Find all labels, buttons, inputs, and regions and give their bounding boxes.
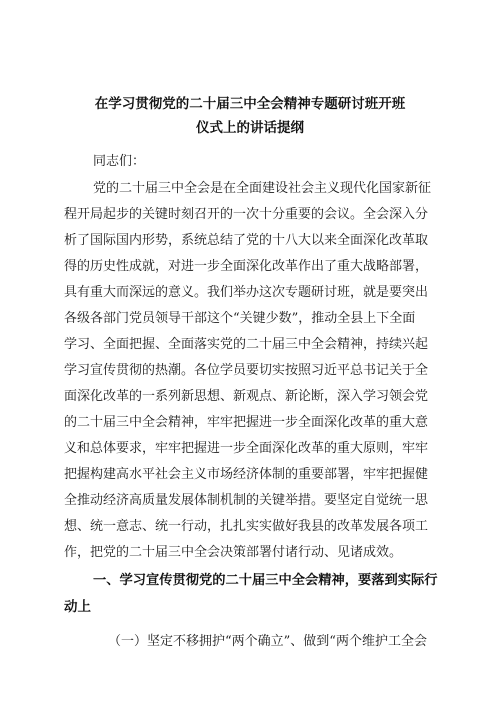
paragraph-line: 具有重大而深远的意义。我们举办这次专题研讨班，就是要突出 [64, 285, 429, 300]
paragraph-line: 得的历史性成就，对进一步全面深化改革作出了重大战略部署， [64, 259, 429, 274]
section-1-heading-line-1: 一、学习宣传贯彻党的二十届三中全会精神，要落到实际行 [93, 573, 438, 588]
paragraph-line: 各级各部门党员领导干部这个“关键少数”，推动全县上下全面 [64, 311, 416, 326]
paragraph-line: 党的二十届三中全会是在全面建设社会主义现代化国家新征 [93, 181, 432, 196]
document-title-line-1: 在学习贯彻党的二十届三中全会精神专题研讨班开班 [94, 96, 406, 112]
paragraph-line: 义和总体要求，牢牢把握进一步全面深化改革的重大原则，牢牢 [64, 441, 429, 456]
paragraph-line: 作，把党的二十届三中全会决策部署付诸行动、见诸成效。 [64, 545, 403, 560]
paragraph-line: 程开局起步的关键时刻召开的一次十分重要的会议。全会深入分 [64, 207, 429, 222]
subsection-1-heading: （一）坚定不移拥护“两个确立”、做到“两个维护工全会 [108, 634, 427, 649]
section-1-heading-line-2: 动上 [64, 599, 91, 615]
paragraph-line: 想、统一意志、统一行动，扎扎实实做好我县的改革发展各项工 [64, 519, 429, 534]
paragraph-line: 全推动经济高质量发展体制机制的关键举措。要坚定自觉统一思 [64, 493, 429, 508]
paragraph-line: 的二十届三中全会精神，牢牢把握进一步全面深化改革的重大意 [64, 415, 429, 430]
document-title-line-2: 仪式上的讲话提纲 [196, 120, 304, 136]
salutation: 同志们： [93, 154, 146, 169]
paragraph-line: 学习、全面把握、全面落实党的二十届三中全会精神，持续兴起 [64, 337, 429, 352]
paragraph-line: 析了国际国内形势，系统总结了党的十八大以来全面深化改革取 [64, 233, 429, 248]
paragraph-line: 学习宣传贯彻的热潮。各位学员要切实按照习近平总书记关于全 [64, 363, 429, 378]
paragraph-line: 把握构建高水平社会主义市场经济体制的重要部署，牢牢把握健 [64, 467, 429, 482]
paragraph-line: 面深化改革的一系列新思想、新观点、新论断，深入学习领会党 [64, 389, 429, 404]
